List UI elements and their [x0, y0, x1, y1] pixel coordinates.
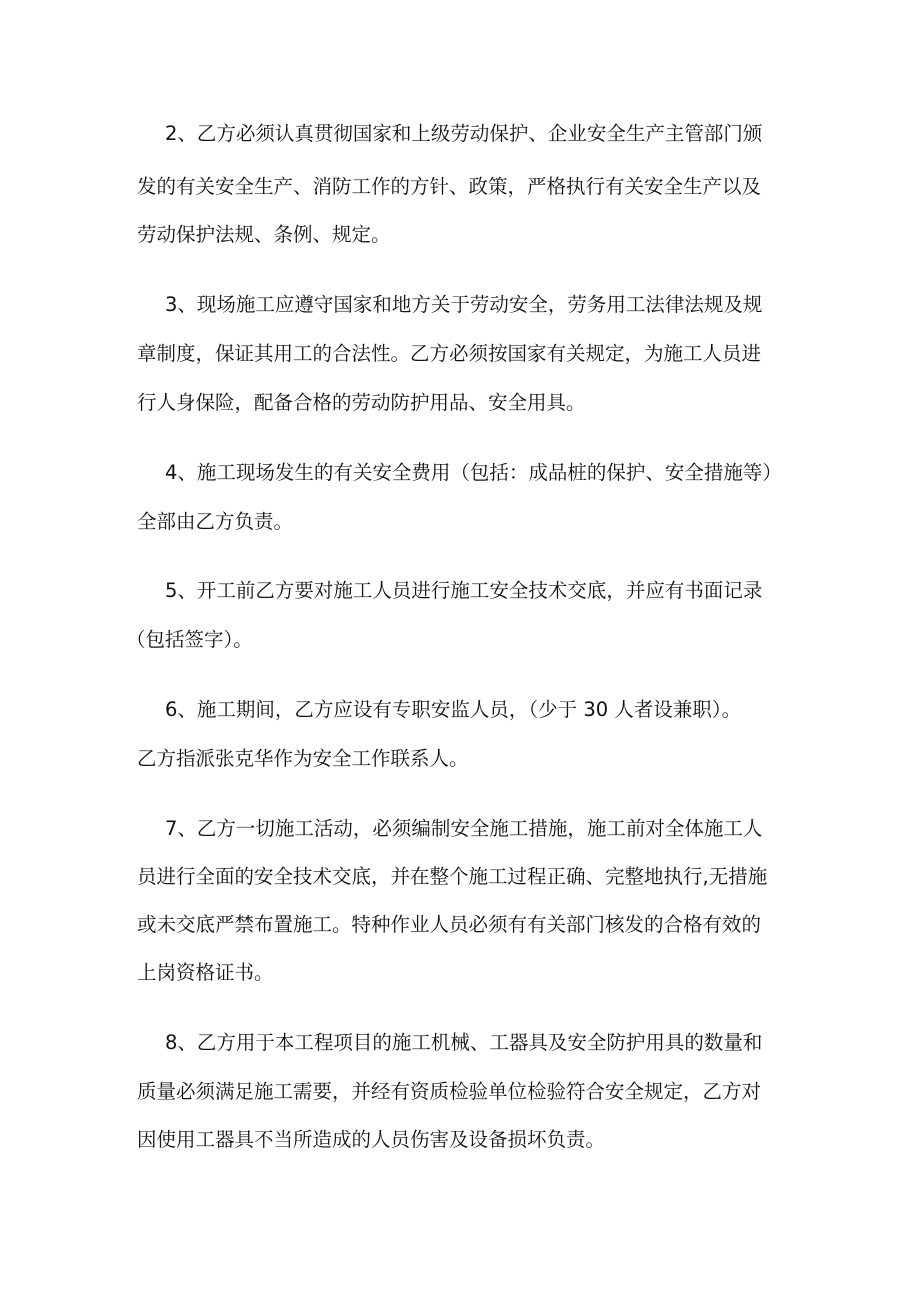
clause-8-line-2: 质量必须满足施工需要，并经有资质检验单位检验符合安全规定，乙方对 — [137, 1080, 762, 1103]
clause-6-line-1: 6、施工期间，乙方应设有专职安监人员，（少于 30 人者设兼职）。 — [165, 698, 742, 721]
clause-2-line-2: 发的有关安全生产、消防工作的方针、政策，严格执行有关安全生产以及 — [137, 175, 762, 198]
clause-8-line-1: 8、乙方用于本工程项目的施工机械、工器具及安全防护用具的数量和 — [165, 1031, 763, 1054]
clause-4-line-2: 全部由乙方负责。 — [137, 510, 294, 533]
clause-2-line-3: 劳动保护法规、条例、规定。 — [137, 223, 391, 246]
clause-7-line-3: 或未交底严禁布置施工。特种作业人员必须有有关部门核发的合格有效的 — [137, 913, 762, 936]
clause-7-line-2: 员进行全面的安全技术交底，并在整个施工过程正确、完整地执行,无措施 — [137, 865, 768, 888]
clause-4-line-1: 4、施工现场发生的有关安全费用（包括：成品桩的保护、安全措施等） — [165, 461, 782, 484]
clause-5-line-1: 5、开工前乙方要对施工人员进行施工安全技术交底，并应有书面记录 — [165, 579, 763, 602]
clause-5-line-2: （包括签字）。 — [126, 628, 253, 651]
clause-2-line-1: 2、乙方必须认真贯彻国家和上级劳动保护、企业安全生产主管部门颁 — [165, 122, 763, 145]
clause-3-line-1: 3、现场施工应遵守国家和地方关于劳动安全，劳务用工法律法规及规 — [165, 293, 763, 316]
clause-8-line-3: 因使用工器具不当所造成的人员伤害及设备损坏负责。 — [137, 1128, 606, 1151]
clause-7-line-4: 上岗资格证书。 — [137, 961, 274, 984]
clause-3-line-3: 行人身保险，配备合格的劳动防护用品、安全用具。 — [137, 391, 586, 414]
clause-7-line-1: 7、乙方一切施工活动，必须编制安全施工措施，施工前对全体施工人 — [165, 817, 763, 840]
clause-6-line-2: 乙方指派张克华作为安全工作联系人。 — [137, 747, 469, 770]
clause-3-line-2: 章制度，保证其用工的合法性。乙方必须按国家有关规定，为施工人员进 — [137, 342, 762, 365]
